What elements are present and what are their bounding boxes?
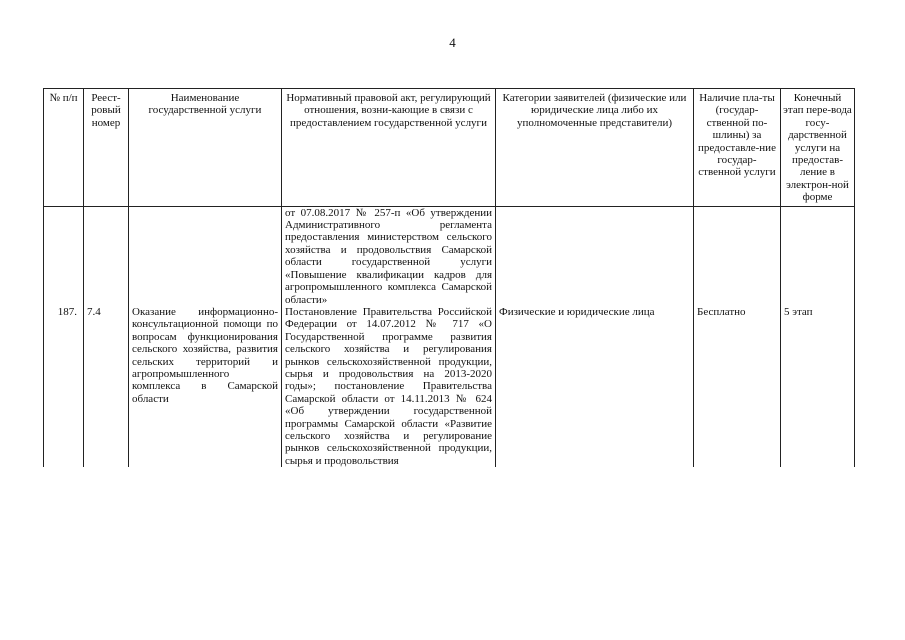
- table-row-187: [44, 306, 855, 467]
- header-normative-act: Нормативный правовой акт, регулирующий отношения, возни-кающие в связи с предоставлением государственной услуги: [282, 89, 496, 207]
- cell-final-stage: 5 этап: [781, 306, 855, 467]
- table-row-continuation: [44, 206, 855, 306]
- header-registry-number: Реест-ровый номер: [84, 89, 129, 207]
- header-fee: Наличие пла-ты (государ-ственной по-шлины) за предоставле-ние государ-ственной услуги: [694, 89, 781, 207]
- table-header-row: [44, 89, 855, 207]
- cell-fee: Бесплатно: [694, 306, 781, 467]
- cell-normative-act: от 07.08.2017 № 257-п «Об утверждении Административного регламента предоставления министерством сельского хозяйства и продовольствия Самарской области государственной услуги «Повышение квалификации кадров для агропромышленного комплекса Самарской области»: [282, 206, 496, 306]
- cell-number: 187.: [44, 306, 84, 467]
- cell-service-name: Оказание информационно-консультационной помощи по вопросам функционирования сельского хозяйства, развития сельских территорий и агропромышленного комплекса в Самарской области: [129, 306, 282, 467]
- page-number: 4: [449, 35, 456, 50]
- services-registry-table: [43, 88, 855, 467]
- cell-registry-number: 7.4: [84, 306, 129, 467]
- header-final-stage: Конечный этап пере-вода госу-дарственной услуги на предостав-ление в электрон-ной форме: [781, 89, 855, 207]
- header-applicant-categories: Категории заявителей (физические или юридические лица либо их уполномоченные представители): [496, 89, 694, 207]
- cell-normative-act: Постановление Правительства Российской Федерации от 14.07.2012 № 717 «О Государственной программе развития сельского хозяйства и регулирования рынков сельскохозяйственной продукции, сырья и продовольствия на 2013-2020 годы»; постановление Правительства Самарской области от 14.11.2013 № 624 «Об утверждении государственной программы Самарской области «Развитие сельского хозяйства и регулирование рынков сельскохозяйственной продукции, сырья и продовольствия: [282, 306, 496, 467]
- cell-applicant-categories: Физические и юридические лица: [496, 306, 694, 467]
- header-service-name: Наименование государственной услуги: [129, 89, 282, 207]
- header-number: № п/п: [44, 89, 84, 207]
